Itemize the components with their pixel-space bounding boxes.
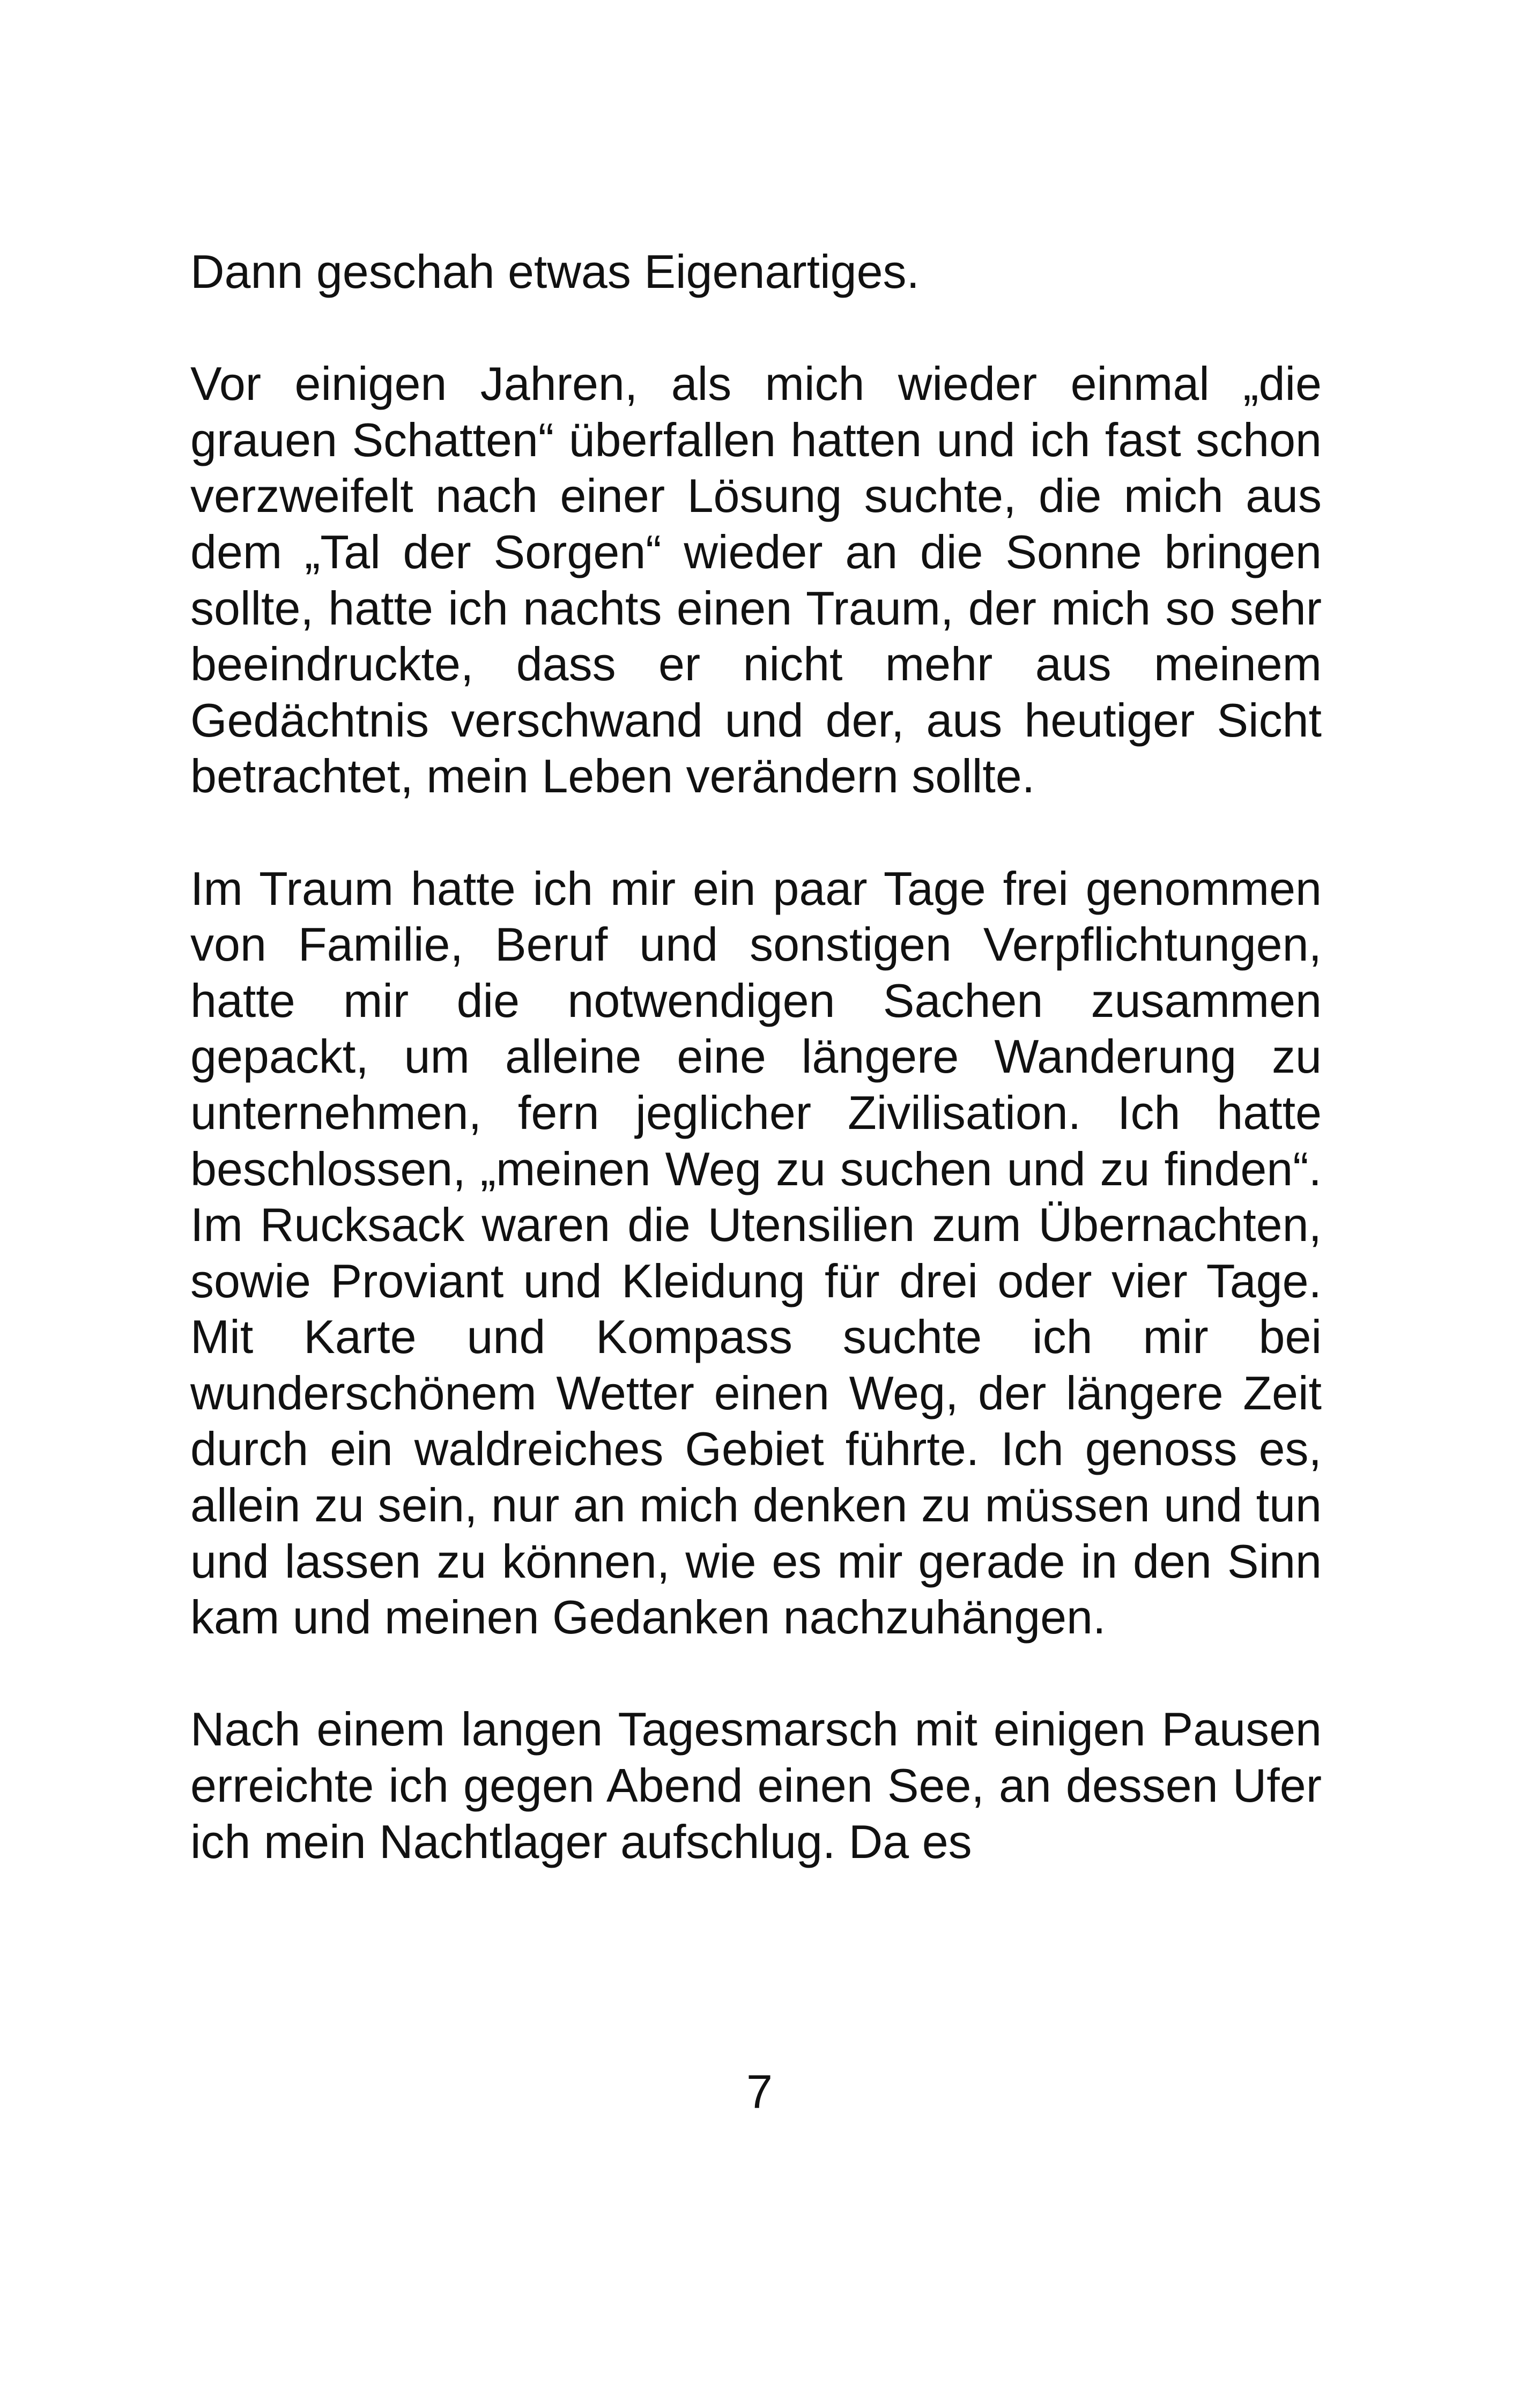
paragraph-1: Dann geschah etwas Eigenartiges.: [190, 245, 920, 298]
paragraph-4: Nach einem langen Tagesmarsch mit einigen Pausen erreichte ich gegen Abend einen See, an dessen Ufer ich mein Nachtlager aufschlug. Da es: [190, 1703, 1322, 1868]
paragraph-2: Vor einigen Jahren, als mich wieder einmal „die grauen Schatten“ überfallen hatten und ich fast schon verzweifelt nach einer Lösung suchte, die mich aus dem „Tal der Sorgen“ wieder an die Sonne bringen sollte, hatte ich nachts einen Traum, der mich so sehr beeindruckte, dass er nicht mehr aus meinem Gedächtnis verschwand und der, aus heutiger Sicht betrachtet, mein Leben verändern sollte.: [190, 357, 1322, 803]
page-number: 7: [746, 2065, 773, 2118]
body-text: [190, 244, 1322, 1870]
paragraph-3: Im Traum hatte ich mir ein paar Tage frei genommen von Familie, Beruf und sonstigen Verpflichtungen, hatte mir die notwendigen Sachen zusammen gepackt, um alleine eine längere Wanderung zu unternehmen, fern jeglicher Zivilisation. Ich hatte beschlossen, „meinen Weg zu suchen und zu finden“. Im Rucksack waren die Utensilien zum Übernachten, sowie Proviant und Kleidung für drei oder vier Tage. Mit Karte und Kompass suchte ich mir bei wunderschönem Wetter einen Weg, der längere Zeit durch ein waldreiches Gebiet führte. Ich genoss es, allein zu sein, nur an mich denken zu müssen und tun und lassen zu können, wie es mir gerade in den Sinn kam und meinen Gedanken nachzuhängen.: [190, 861, 1322, 1644]
